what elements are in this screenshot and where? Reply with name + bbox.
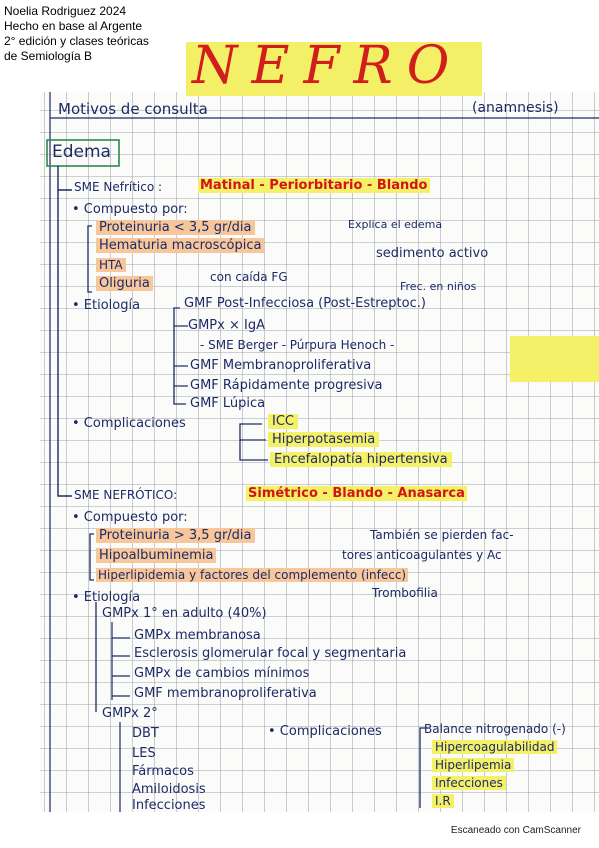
etiology-item: GMPx de cambios mínimos: [134, 666, 310, 681]
page-title: NEFRO: [192, 36, 464, 96]
nefrotico-title: SME NEFRÓTICO:: [74, 488, 178, 502]
etiology-item: GMPx × IgA: [188, 318, 265, 333]
etiology-item: - SME Berger - Púrpura Henoch -: [200, 338, 395, 352]
annotation: Trombofilia: [372, 586, 438, 600]
complication-item: Hiperlipemia: [432, 758, 514, 772]
etiology-item: Fármacos: [132, 764, 194, 779]
compuesto-label: • Compuesto por:: [72, 202, 188, 217]
list-item: Proteinuria > 3,5 gr/dia: [96, 528, 255, 543]
complication-item: ICC: [268, 414, 298, 429]
etiology-item: GMPx membranosa: [134, 628, 261, 643]
list-item: HTA: [96, 258, 126, 272]
edema-label: Edema: [52, 142, 111, 162]
annotation: sedimento activo: [376, 246, 489, 261]
complication-item: Hipercoagulabilidad: [432, 740, 557, 754]
header-line: Hecho en base al Argente: [4, 19, 143, 33]
annotation: tores anticoagulantes y Ac: [342, 548, 502, 562]
list-item: Proteinuria < 3,5 gr/dia: [96, 220, 255, 235]
header-line: Noelia Rodriguez 2024: [4, 4, 127, 18]
list-item: Hematuria macroscópica: [96, 238, 264, 253]
etiology-item: GMF Rápidamente progresiva: [190, 378, 383, 393]
scanner-watermark: Escaneado con CamScanner: [450, 825, 581, 836]
nefritico-title: SME Nefrítico :: [74, 180, 163, 194]
section-heading: Motivos de consulta: [58, 100, 208, 118]
complicaciones-label: • Complicaciones: [72, 416, 186, 431]
annotation: Frec. en niños: [400, 280, 477, 293]
etiology-item: Amiloidosis: [132, 782, 206, 797]
annotation: También se pierden fac-: [370, 528, 514, 542]
section-note: (anamnesis): [472, 100, 559, 116]
list-item: Hiperlipidemia y factores del complemento (infecc): [98, 568, 407, 582]
etiology-item: GMF membranoproliferativa: [134, 686, 317, 701]
annotation: con caída FG: [210, 270, 288, 284]
etiology-item: GMF Post-Infecciosa (Post-Estreptoc.): [184, 296, 426, 311]
complication-item: Balance nitrogenado (-): [424, 722, 566, 736]
list-item: Hipoalbuminemia: [96, 548, 216, 563]
complication-item: I.R: [432, 794, 454, 808]
author-header: [4, 4, 149, 64]
etiology-item: GMF Lúpica: [190, 396, 266, 411]
etiology-item: LES: [132, 746, 156, 761]
etiology-item: Infecciones: [132, 798, 206, 813]
complication-item: Infecciones: [432, 776, 506, 790]
header-line: 2° edición y clases teóricas: [4, 34, 149, 48]
complicaciones-label: • Complicaciones: [268, 724, 382, 739]
etiology-item: GMF Membranoproliferativa: [190, 358, 372, 373]
header-line: de Semiología B: [4, 49, 93, 63]
etiology-item: DBT: [132, 726, 159, 741]
etiologia-label: • Etiología: [72, 298, 141, 313]
compuesto-label: • Compuesto por:: [72, 510, 188, 525]
complication-item: Encefalopatía hipertensiva: [270, 452, 452, 467]
etiology-group: GMPx 1° en adulto (40%): [102, 606, 267, 621]
complication-item: Hiperpotasemia: [268, 432, 379, 447]
nefritico-traits: Matinal - Periorbitario - Blando: [200, 178, 428, 193]
etiology-group: GMPx 2°: [102, 706, 158, 721]
nefrotico-traits: Simétrico - Blando - Anasarca: [248, 486, 465, 501]
etiologia-label: • Etiología: [72, 590, 141, 605]
list-item: Oliguria: [96, 276, 153, 291]
etiology-item: Esclerosis glomerular focal y segmentaria: [134, 646, 407, 661]
annotation: Explica el edema: [348, 218, 443, 231]
